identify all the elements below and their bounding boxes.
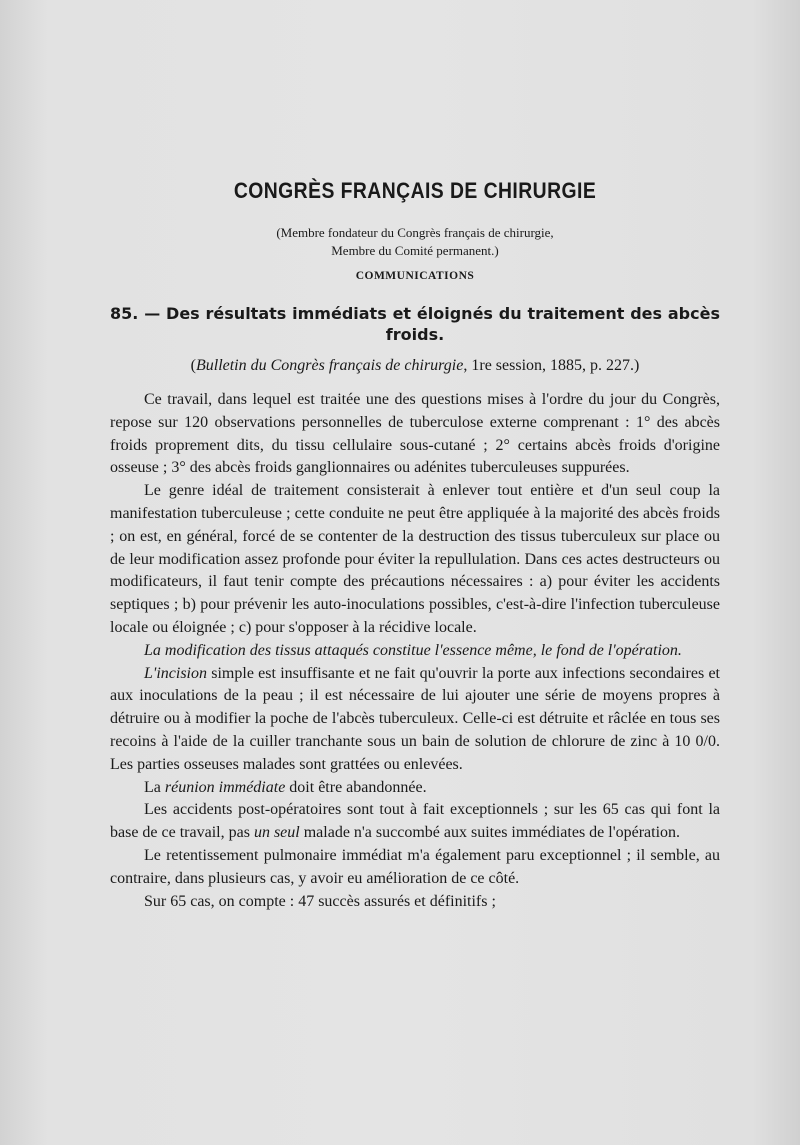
citation-open-paren: ( xyxy=(190,357,196,374)
paragraph-3: La modification des tissus attaqués constitue l'essence même, le fond de l'opération. xyxy=(144,641,682,659)
bleed-through-text xyxy=(110,110,720,131)
paragraph-5-italic: réunion immédiate xyxy=(164,778,286,796)
membership-note xyxy=(110,224,720,260)
citation xyxy=(110,357,720,375)
page-content xyxy=(110,178,720,913)
paragraph-5 xyxy=(110,777,720,800)
paragraph-4 xyxy=(110,663,720,777)
entry-title: 85. — Des résultats immédiats et éloignés du traitement des abcès froids. xyxy=(110,304,720,344)
paragraph-5-pre: La xyxy=(144,778,165,796)
paragraph-1: Ce travail, dans lequel est traitée une des questions mises à l'ordre du jour du Congrès, repose sur 120 observations personnelles de tuberculose externe comprenant : 1° des abcès froids proprement dits, du tissu cellulaire sous-cutané ; 2° certains abcès froids d'origine osseuse ; 3° des abcès froids ganglionnaires ou adénites tuberculeuses suppurées. xyxy=(110,391,720,477)
paragraph-5-post: doit être abandonnée. xyxy=(285,778,427,796)
paragraph-4-rest: simple est insuffisante et ne fait qu'ouvrir la porte aux infections secondaires et aux inoculations de la peau ; il est nécessaire de lui ajouter une série de moyens propres à détruire ou à modifier la poche de l'abcès tuberculeux. Celle-ci est détruite et râclée en tous ses recoins à l'aide de la cuiller tranchante sous un bain de solution de chlorure de zinc à 10 0/0. Les parties osseuses malades sont grattées ou enlevées. xyxy=(110,664,720,773)
paragraph-2: Le genre idéal de traitement consisterait à enlever tout entière et d'un seul coup la manifestation tuberculeuse ; cette conduite ne peut être appliquée à la majorité des abcès froids ; on est, en général, forcé de se contenter de la destruction des tissus tuberculeux sur place ou de leur modification assez profonde pour éviter la repullulation. Dans ces actes destructeurs ou modificateurs, il faut tenir compte des précautions nécessaires : a) pour éviter les accidents septiques ; b) pour prévenir les auto-inoculations possibles, c'est-à-dire l'infection tuberculeuse locale ou éloignée ; c) pour s'opposer à la récidive locale. xyxy=(110,482,720,636)
paragraph-6-pre: Les accidents post-opératoires sont tout à fait exceptionnels ; sur les 65 cas qui font la base de ce travail, pas xyxy=(110,801,720,842)
membership-line-2: Membre du Comité permanent.) xyxy=(331,243,499,258)
paragraph-8: Sur 65 cas, on compte : 47 succès assurés et définitifs ; xyxy=(144,892,496,910)
section-label: COMMUNICATIONS xyxy=(355,270,475,282)
citation-details: , 1re session, 1885, p. 227.) xyxy=(463,357,640,374)
paragraph-6 xyxy=(110,799,720,845)
society-heading: CONGRÈS FRANÇAIS DE CHIRURGIE xyxy=(233,178,597,203)
paragraph-7: Le retentissement pulmonaire immédiat m'a également paru exceptionnel ; il semble, au contraire, dans plusieurs cas, y avoir eu amélioration de ce côté. xyxy=(110,846,720,887)
paragraph-6-post: malade n'a succombé aux suites immédiates de l'opération. xyxy=(299,824,681,842)
paragraph-6-italic: un seul xyxy=(253,824,300,842)
membership-line-1: (Membre fondateur du Congrès français de chirurgie, xyxy=(276,225,554,240)
body-text xyxy=(110,389,720,913)
citation-source: Bulletin du Congrès français de chirurgie xyxy=(195,357,464,374)
paragraph-4-italic: L'incision xyxy=(144,664,207,682)
